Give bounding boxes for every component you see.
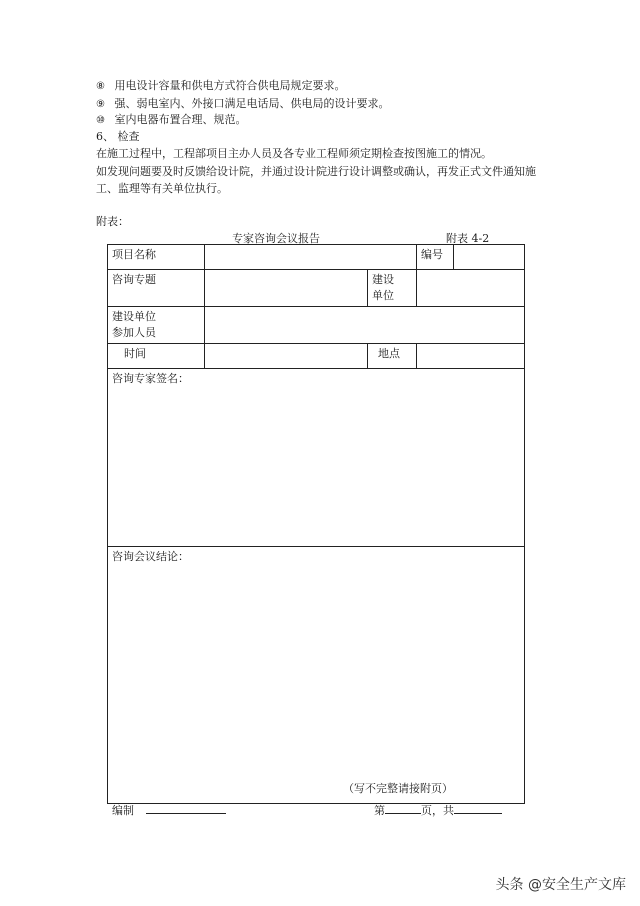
project-name-field[interactable]	[205, 245, 417, 270]
form-title: 专家咨询会议报告	[232, 232, 320, 245]
attachment-label: 附表：	[96, 215, 129, 228]
paragraph-feedback-line1: 如发现问题要及时反馈给设计院，并通过设计院进行设计调整或确认，再发正式文件通知施	[96, 165, 536, 178]
location-field[interactable]	[417, 344, 525, 369]
item-number: ⑨	[96, 99, 105, 110]
item-number: ⑩	[96, 115, 105, 126]
consultation-report-form	[107, 244, 525, 804]
construction-unit-field[interactable]	[417, 270, 525, 307]
construction-unit-label-line2: 单位	[372, 289, 394, 302]
number-label: 编号	[417, 245, 454, 270]
watermark: 头条 @安全生产文库	[495, 877, 626, 893]
list-item-10	[96, 113, 246, 128]
footer-page-count	[374, 802, 502, 818]
conclusion-area[interactable]	[108, 547, 525, 804]
prepared-by-line[interactable]	[146, 802, 226, 814]
time-label: 时间	[108, 344, 205, 369]
project-name-label: 项目名称	[108, 245, 205, 270]
paragraph-inspection: 在施工过程中，工程部项目主办人员及各专业工程师须定期检查按图施工的情况。	[96, 147, 492, 160]
topic-field[interactable]	[205, 270, 368, 307]
page-prefix: 第	[374, 804, 385, 817]
page-total-line[interactable]	[454, 802, 502, 814]
time-field[interactable]	[205, 344, 368, 369]
item-text: 用电设计容量和供电方式符合供电局规定要求。	[114, 79, 346, 92]
footer-prepared-by	[112, 802, 226, 818]
experts-signature-label: 咨询专家签名：	[112, 372, 189, 385]
participants-label	[108, 307, 205, 344]
item-text: 室内电器布置合理、规范。	[114, 113, 247, 126]
table-number: 附表 4-2	[446, 232, 490, 245]
item-number: ⑧	[96, 81, 105, 92]
experts-signature-area[interactable]	[108, 369, 525, 547]
item-text: 强、弱电室内、外接口满足电话局、供电局的设计要求。	[114, 97, 390, 110]
participants-label-line2: 参加人员	[112, 326, 156, 339]
conclusion-label: 咨询会议结论：	[112, 550, 189, 563]
location-label: 地点	[368, 344, 417, 369]
participants-field[interactable]	[205, 307, 525, 344]
list-item-9	[96, 97, 389, 112]
page-mid: 页，共	[421, 804, 454, 817]
page-number-line[interactable]	[385, 802, 421, 814]
construction-unit-label	[368, 270, 417, 307]
paragraph-feedback-line2: 工、监理等有关单位执行。	[96, 182, 228, 195]
topic-label: 咨询专题	[108, 270, 205, 307]
participants-label-line1: 建设单位	[112, 310, 156, 323]
construction-unit-label-line1: 建设	[372, 273, 394, 286]
section-heading: 6、 检查	[96, 130, 140, 143]
continuation-note: （写不完整请接附页）	[343, 782, 453, 795]
list-item-8	[96, 79, 345, 94]
number-field[interactable]	[454, 245, 525, 270]
prepared-by-label: 编制	[112, 804, 134, 817]
